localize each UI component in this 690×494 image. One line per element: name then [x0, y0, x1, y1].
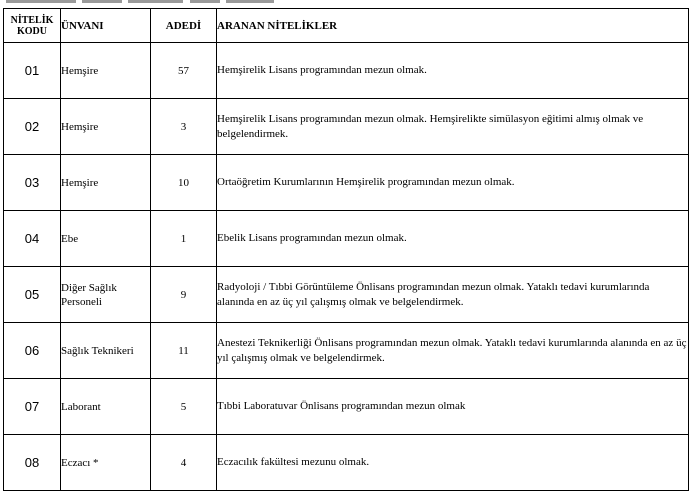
cell-kod: 05 [4, 267, 61, 323]
cell-adet: 57 [151, 43, 217, 99]
table-row [4, 435, 689, 491]
cell-kod: 08 [4, 435, 61, 491]
cell-nitelik: Anestezi Teknikerliği Önlisans programından mezun olmak. Yataklı tedavi kurumlarında alanında en az üç yıl çalışmış olmak ve belgelendirmek. [217, 323, 689, 379]
cell-nitelik: Eczacılık fakültesi mezunu olmak. [217, 435, 689, 491]
table-row [4, 211, 689, 267]
cell-nitelik: Hemşirelik Lisans programından mezun olmak. Hemşirelikte simülasyon eğitimi almış olmak ve belgelendirmek. [217, 99, 689, 155]
cell-adet: 5 [151, 379, 217, 435]
cell-adet: 9 [151, 267, 217, 323]
cell-adet: 10 [151, 155, 217, 211]
cell-nitelik: Hemşirelik Lisans programından mezun olmak. [217, 43, 689, 99]
cell-nitelik: Radyoloji / Tıbbi Görüntüleme Önlisans programından mezun olmak. Yataklı tedavi kurumlarında alanında en az üç yıl çalışmış olmak ve belgelendirmek. [217, 267, 689, 323]
table-row [4, 379, 689, 435]
cell-adet: 3 [151, 99, 217, 155]
cell-kod: 04 [4, 211, 61, 267]
cell-unvan: Diğer Sağlık Personeli [61, 267, 151, 323]
cropped-text-remnant [0, 0, 690, 6]
header-unvan: ÜNVANI [61, 9, 151, 43]
header-aranan-nitelikler: ARANAN NİTELİKLER [217, 9, 689, 43]
cell-unvan: Eczacı * [61, 435, 151, 491]
cell-adet: 11 [151, 323, 217, 379]
cell-adet: 4 [151, 435, 217, 491]
table-row [4, 267, 689, 323]
table-row [4, 99, 689, 155]
cell-unvan: Hemşire [61, 43, 151, 99]
cell-unvan: Ebe [61, 211, 151, 267]
header-kodu-line1: NİTELİK [10, 14, 54, 26]
cell-kod: 06 [4, 323, 61, 379]
positions-table [3, 8, 689, 491]
header-kodu-line2: KODU [17, 25, 47, 37]
header-nitelik-kodu [4, 9, 61, 43]
table-header-row [4, 9, 689, 43]
cell-kod: 03 [4, 155, 61, 211]
cell-unvan: Sağlık Teknikeri [61, 323, 151, 379]
table-row [4, 155, 689, 211]
cell-kod: 01 [4, 43, 61, 99]
cell-nitelik: Ortaöğretim Kurumlarının Hemşirelik programından mezun olmak. [217, 155, 689, 211]
cell-kod: 02 [4, 99, 61, 155]
table-row [4, 323, 689, 379]
cell-kod: 07 [4, 379, 61, 435]
cell-adet: 1 [151, 211, 217, 267]
table-row [4, 43, 689, 99]
cell-nitelik: Ebelik Lisans programından mezun olmak. [217, 211, 689, 267]
cell-unvan: Laborant [61, 379, 151, 435]
cell-nitelik: Tıbbi Laboratuvar Önlisans programından mezun olmak [217, 379, 689, 435]
cell-unvan: Hemşire [61, 99, 151, 155]
header-adet: ADEDİ [151, 9, 217, 43]
cell-unvan: Hemşire [61, 155, 151, 211]
